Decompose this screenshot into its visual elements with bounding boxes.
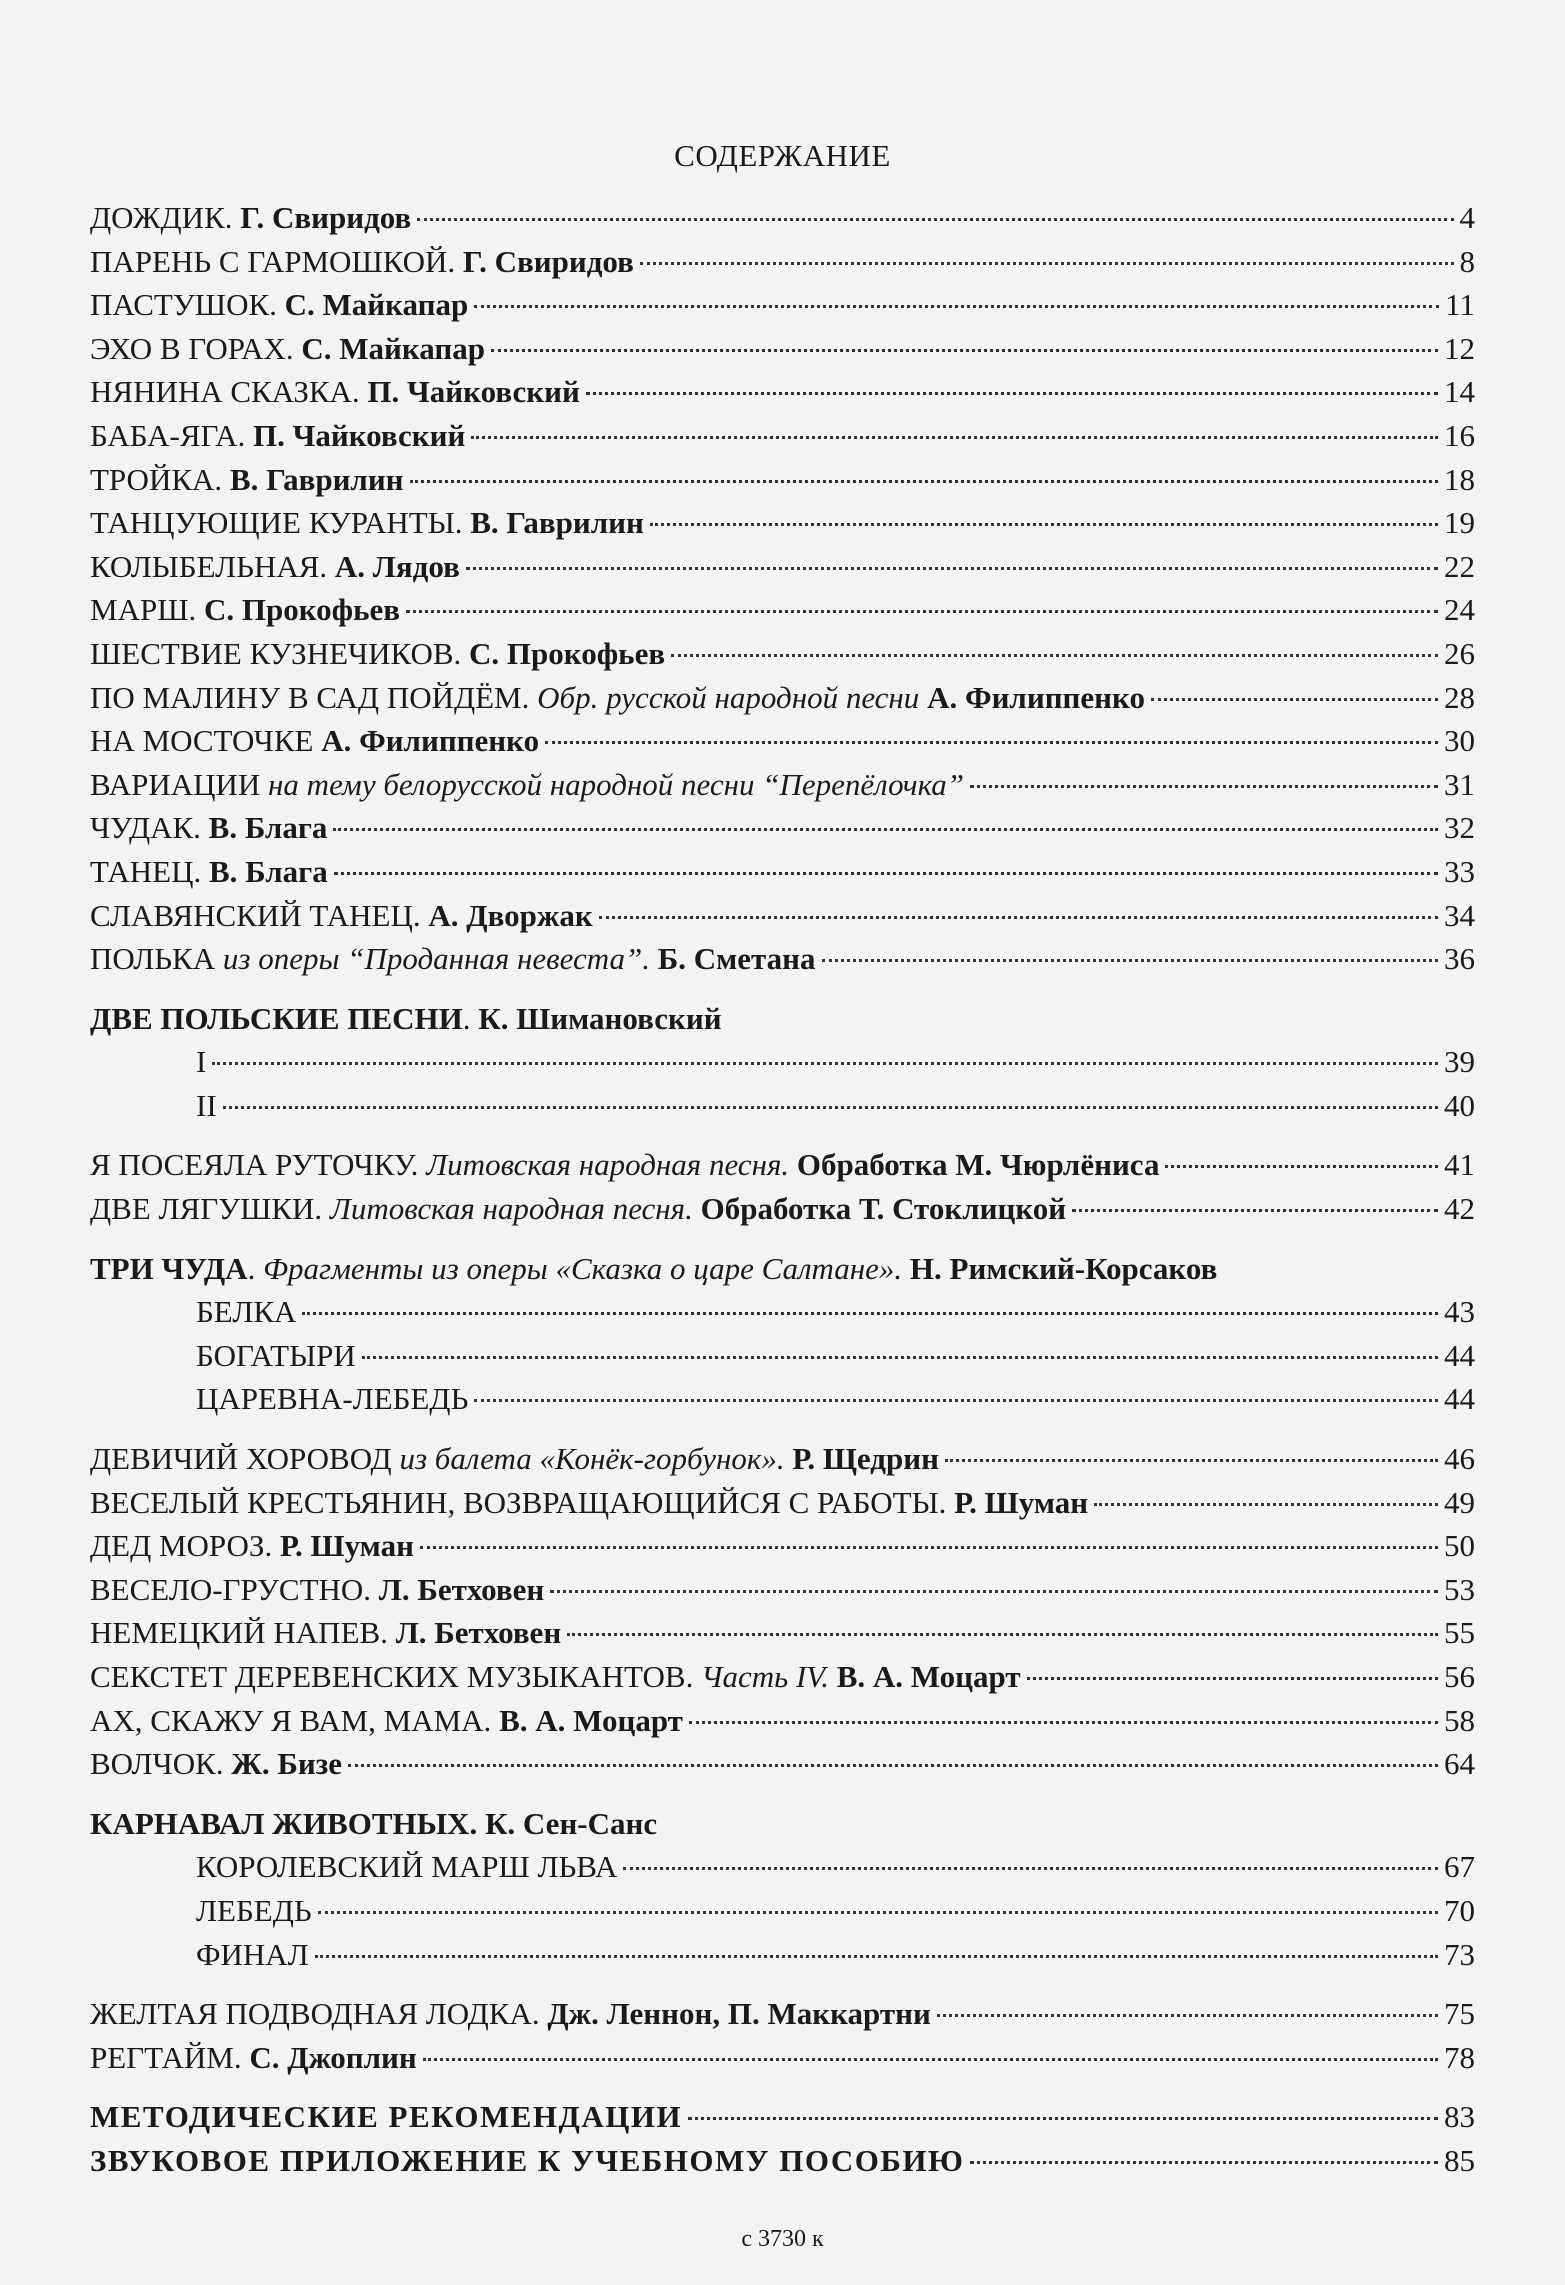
toc-entry-title xyxy=(90,763,964,807)
toc-page-number: 18 xyxy=(1444,461,1475,497)
toc-entry-title xyxy=(90,2095,682,2139)
dot-leader xyxy=(945,1459,1438,1462)
toc-entry xyxy=(90,545,1475,589)
toc-title-part: ПАРЕНЬ С ГАРМОШКОЙ. xyxy=(90,243,463,279)
toc-title-part: НЕМЕЦКИЙ НАПЕВ. xyxy=(90,1615,396,1651)
toc-title-part: Дж. Леннон, П. Маккартни xyxy=(547,1996,931,2032)
toc-title-part: С. Джоплин xyxy=(249,2039,417,2075)
toc-title-part: из оперы “Проданная невеста”. xyxy=(222,941,658,977)
toc-page-number: 83 xyxy=(1444,2099,1475,2135)
dot-leader xyxy=(362,1356,1438,1359)
toc-entry-title xyxy=(90,1655,1021,1699)
toc-title-part: Л. Бетховен xyxy=(395,1615,562,1651)
print-code: с 3730 к xyxy=(741,2226,824,2252)
dot-leader xyxy=(466,567,1438,570)
dot-leader xyxy=(970,785,1438,788)
toc-entry xyxy=(90,1611,1475,1655)
dot-leader xyxy=(586,392,1438,395)
toc-page-number: 39 xyxy=(1444,1044,1475,1080)
toc-entry-title xyxy=(90,850,328,894)
dot-leader xyxy=(1151,698,1438,701)
toc-entry xyxy=(90,632,1475,676)
toc-section-heading xyxy=(90,1802,1475,1846)
toc-title-part: В. Блага xyxy=(209,853,328,889)
toc-entry-title xyxy=(90,1611,561,1655)
toc-page-number: 44 xyxy=(1444,1381,1475,1417)
toc-title-part: на тему белорусской народной песни “Перепёлочка” xyxy=(268,766,965,802)
toc-page-number: 70 xyxy=(1444,1892,1475,1928)
page-title: СОДЕРЖАНИЕ xyxy=(674,138,891,173)
dot-leader xyxy=(471,436,1438,439)
toc-title-part: ДВЕ ЛЯГУШКИ. xyxy=(90,1191,330,1227)
dot-leader xyxy=(567,1633,1438,1636)
toc-page-number: 46 xyxy=(1444,1441,1475,1477)
toc-entry-title xyxy=(90,1247,1217,1291)
dot-leader xyxy=(1094,1503,1438,1506)
dot-leader xyxy=(970,2161,1438,2164)
toc-title-part: В. Гаврилин xyxy=(229,461,404,497)
toc-page-number: 75 xyxy=(1444,1996,1475,2032)
toc-page-number: 31 xyxy=(1444,766,1475,802)
toc-title-part: ЗВУКОВОЕ ПРИЛОЖЕНИЕ К УЧЕБНОМУ ПОСОБИЮ xyxy=(90,2142,965,2178)
toc-title-part: Литовская народная песня. xyxy=(426,1147,797,1183)
toc-entry-title xyxy=(90,1524,414,1568)
toc-title-part: ДЕД МОРОЗ. xyxy=(90,1528,280,1564)
dot-leader xyxy=(1027,1677,1438,1680)
toc-entry xyxy=(90,894,1475,938)
toc-title-part: С. Майкапар xyxy=(301,330,485,366)
toc-title-part: ЛЕБЕДЬ xyxy=(196,1892,312,1928)
toc-title-part: Н. Римский-Корсаков xyxy=(909,1250,1218,1286)
toc-page-number: 40 xyxy=(1444,1087,1475,1123)
toc-title-part: С. Прокофьев xyxy=(469,635,666,671)
dot-leader xyxy=(318,1911,1438,1914)
toc-title-part: БАБА-ЯГА. xyxy=(90,417,253,453)
toc-page-number: 64 xyxy=(1444,1746,1475,1782)
toc-page-number: 11 xyxy=(1445,287,1475,323)
toc-title-part: МЕТОДИЧЕСКИЕ РЕКОМЕНДАЦИИ xyxy=(90,2099,683,2135)
toc-entry xyxy=(90,1290,1475,1334)
dot-leader xyxy=(417,218,1453,221)
toc-section-heading xyxy=(90,1247,1475,1291)
toc-entry-title xyxy=(90,2036,417,2080)
dot-leader xyxy=(650,523,1438,526)
dot-leader xyxy=(937,2014,1438,2017)
toc-entry-title xyxy=(90,632,665,676)
toc-entry-title xyxy=(90,370,580,414)
toc-page-number: 55 xyxy=(1444,1615,1475,1651)
toc-entry-title xyxy=(90,1699,683,1743)
toc-title-part: А. Дворжак xyxy=(428,897,593,933)
toc-title-part: Б. Сметана xyxy=(657,941,816,977)
toc-entry-title xyxy=(196,1933,309,1977)
toc-entry-title xyxy=(90,414,465,458)
toc-entry xyxy=(90,850,1475,894)
toc-page-number: 67 xyxy=(1444,1849,1475,1885)
toc-title-part: Фрагменты из оперы «Сказка о царе Салтане». xyxy=(263,1250,910,1286)
toc-title-part: ФИНАЛ xyxy=(196,1936,309,1972)
toc-entry-title xyxy=(90,1802,657,1846)
toc-page-number: 24 xyxy=(1444,592,1475,628)
dot-leader xyxy=(420,1546,1438,1549)
toc-entry xyxy=(90,327,1475,371)
toc-title-part: П. Чайковский xyxy=(367,374,580,410)
toc-entry xyxy=(90,806,1475,850)
dot-leader xyxy=(822,959,1439,962)
toc-title-part: В. А. Моцарт xyxy=(499,1702,683,1738)
toc-entry-title xyxy=(90,240,634,284)
toc-page-number: 41 xyxy=(1444,1147,1475,1183)
toc-title-part: А. Филиппенко xyxy=(927,679,1145,715)
toc-title-part: В. А. Моцарт xyxy=(836,1659,1021,1694)
toc-entry xyxy=(90,196,1475,240)
toc-entry xyxy=(90,1655,1475,1699)
toc-title-part: . xyxy=(462,1000,479,1036)
toc-title-part: ЦАРЕВНА-ЛЕБЕДЬ xyxy=(196,1381,469,1417)
toc-title-part: ПО МАЛИНУ В САД ПОЙДЁМ. xyxy=(90,679,538,715)
toc-title-part: Г. Свиридов xyxy=(240,200,412,235)
toc-title-part: В. Блага xyxy=(208,810,328,846)
toc-entry xyxy=(90,937,1475,981)
toc-title-part: Обр. русской народной песни xyxy=(537,679,928,715)
toc-title-part: КОРОЛЕВСКИЙ МАРШ ЛЬВА xyxy=(196,1849,618,1885)
toc-page-number: 58 xyxy=(1444,1702,1475,1738)
toc-title-part: ПОЛЬКА xyxy=(90,941,223,977)
toc-title-part: НЯНИНА СКАЗКА. xyxy=(90,374,368,410)
toc-page-number: 78 xyxy=(1444,2039,1475,2075)
toc-page-number: 53 xyxy=(1444,1571,1475,1607)
toc-entry-title xyxy=(196,1040,206,1084)
toc-entry-title xyxy=(90,719,539,763)
toc-title-part: Р. Шуман xyxy=(279,1528,414,1564)
toc-page-number: 26 xyxy=(1444,635,1475,671)
toc-entry-title xyxy=(90,676,1145,720)
toc-entry-title xyxy=(90,588,400,632)
toc-entry-title xyxy=(90,894,593,938)
toc-entry xyxy=(90,1992,1475,2036)
toc-page-number: 44 xyxy=(1444,1337,1475,1373)
toc-entry xyxy=(90,458,1475,502)
toc-title-part: ВАРИАЦИИ xyxy=(90,766,269,802)
toc-page-number: 36 xyxy=(1444,941,1475,977)
toc-title-part: ВОЛЧОК. xyxy=(90,1746,232,1782)
toc-title-part: СЕКСТЕТ ДЕРЕВЕНСКИХ МУЗЫКАНТОВ. xyxy=(90,1659,702,1694)
toc-page-number: 4 xyxy=(1459,200,1475,235)
toc-entry-title xyxy=(90,196,411,240)
toc-page-number: 43 xyxy=(1444,1294,1475,1330)
toc-entry xyxy=(90,1889,1475,1933)
toc-entry xyxy=(90,240,1475,284)
toc-title-part: ЧУДАК. xyxy=(90,810,209,846)
toc-entry-title xyxy=(196,1889,312,1933)
toc-title-part: Р. Щедрин xyxy=(792,1441,939,1477)
toc-entry xyxy=(90,1742,1475,1786)
toc-title-part: С. Майкапар xyxy=(284,287,469,323)
toc-entry xyxy=(90,2095,1475,2139)
toc-title-part: В. Гаврилин xyxy=(470,505,644,541)
toc-page-number: 42 xyxy=(1444,1191,1475,1227)
toc-entry-title xyxy=(90,327,485,371)
toc-entry-title xyxy=(196,1377,468,1421)
toc-title-part: из балета «Конёк-горбунок». xyxy=(399,1441,793,1477)
dot-leader xyxy=(423,2058,1438,2061)
toc-title-part: К. Сен-Санс xyxy=(484,1805,658,1841)
toc-entry xyxy=(90,1187,1475,1231)
toc-entry xyxy=(90,1143,1475,1187)
toc-entry xyxy=(90,1377,1475,1421)
toc-entry-title xyxy=(90,1481,1088,1525)
toc-page-number: 8 xyxy=(1459,243,1475,279)
toc-title-part: Г. Свиридов xyxy=(462,243,634,279)
toc-entry xyxy=(90,1845,1475,1889)
toc-title-part: ВЕСЕЛЫЙ КРЕСТЬЯНИН, ВОЗВРАЩАЮЩИЙСЯ С РАБОТЫ. xyxy=(90,1484,955,1520)
toc-entry xyxy=(90,1334,1475,1378)
toc-page-number: 33 xyxy=(1444,853,1475,889)
dot-leader xyxy=(1165,1165,1438,1168)
toc-entry-title xyxy=(90,1187,1066,1231)
toc-entry xyxy=(90,1040,1475,1084)
toc-page-number: 28 xyxy=(1444,679,1475,715)
dot-leader xyxy=(550,1590,1438,1593)
dot-leader xyxy=(491,349,1438,352)
toc-title-part: Часть IV. xyxy=(701,1659,837,1694)
toc-entry-title xyxy=(196,1845,617,1889)
toc-entry xyxy=(90,719,1475,763)
toc-title-part: Обработка Т. Стоклицкой xyxy=(700,1191,1067,1227)
toc-title-part: БОГАТЫРИ xyxy=(196,1337,356,1373)
toc-title-part: II xyxy=(196,1087,217,1123)
toc-entry xyxy=(90,1084,1475,1128)
dot-leader xyxy=(315,1955,1438,1958)
toc-title-part: А. Филиппенко xyxy=(321,723,540,759)
dot-leader xyxy=(688,2117,1438,2120)
toc-entry-title xyxy=(90,1992,931,2036)
toc-entry-title xyxy=(90,937,816,981)
toc-title-part: АХ, СКАЖУ Я ВАМ, МАМА. xyxy=(90,1702,500,1738)
toc-page-number: 50 xyxy=(1444,1528,1475,1564)
dot-leader xyxy=(348,1764,1438,1767)
toc-entry xyxy=(90,1437,1475,1481)
dot-leader xyxy=(1072,1209,1438,1212)
toc-entry-title xyxy=(196,1084,217,1128)
toc-entry-title xyxy=(90,1742,342,1786)
toc-entry-title xyxy=(90,1143,1159,1187)
toc-entry xyxy=(90,763,1475,807)
toc-title-part: К. Шимановский xyxy=(478,1000,722,1036)
toc-title-part: НА МОСТОЧКЕ xyxy=(90,723,322,759)
dot-leader xyxy=(623,1867,1438,1870)
toc-title-part: Р. Шуман xyxy=(954,1484,1089,1520)
toc-page-number: 49 xyxy=(1444,1484,1475,1520)
toc-title-part: Ж. Бизе xyxy=(231,1746,342,1782)
dot-leader xyxy=(474,305,1439,308)
toc-page-number: 12 xyxy=(1444,330,1475,366)
dot-leader xyxy=(406,610,1438,613)
toc-entry-title xyxy=(90,458,404,502)
toc-page-number: 19 xyxy=(1444,505,1475,541)
toc-entry xyxy=(90,283,1475,327)
toc-title-part: ДЕВИЧИЙ ХОРОВОД xyxy=(90,1441,400,1477)
toc-entry-title xyxy=(196,1334,356,1378)
toc-entry xyxy=(90,2036,1475,2080)
toc-entry-title xyxy=(90,2139,964,2183)
toc-entry xyxy=(90,414,1475,458)
toc-entry-title xyxy=(90,997,722,1041)
dot-leader xyxy=(474,1399,1438,1402)
toc-title-part: I xyxy=(196,1044,207,1080)
toc-entry xyxy=(90,501,1475,545)
toc-page-number: 30 xyxy=(1444,723,1475,759)
toc-title-part: РЕГТАЙМ. xyxy=(90,2039,250,2075)
toc-entry-title xyxy=(90,545,460,589)
toc-title-part: ТАНЦУЮЩИЕ КУРАНТЫ. xyxy=(90,505,471,541)
toc-entry xyxy=(90,1481,1475,1525)
toc-entry-title xyxy=(90,1437,939,1481)
dot-leader xyxy=(545,741,1438,744)
toc-page-number: 56 xyxy=(1444,1659,1475,1694)
toc-title-part: ДВЕ ПОЛЬСКИЕ ПЕСНИ xyxy=(90,1000,463,1036)
toc-title-part: . xyxy=(469,1805,485,1841)
toc-entry-title xyxy=(90,1568,544,1612)
dot-leader xyxy=(212,1062,1438,1065)
toc-entry-title xyxy=(90,283,468,327)
toc-page-number: 22 xyxy=(1444,548,1475,584)
toc-title-part: ПАСТУШОК. xyxy=(90,287,285,323)
toc-entry xyxy=(90,676,1475,720)
toc-title-part: СЛАВЯНСКИЙ ТАНЕЦ. xyxy=(90,897,429,933)
dot-leader xyxy=(334,872,1438,875)
toc-entry xyxy=(90,2139,1475,2183)
toc-section-heading xyxy=(90,997,1475,1041)
toc-title-part: ТАНЕЦ. xyxy=(90,853,209,889)
toc-entry-title xyxy=(196,1290,296,1334)
dot-leader xyxy=(333,828,1438,831)
toc-title-part: . xyxy=(247,1250,264,1286)
dot-leader xyxy=(689,1721,1438,1724)
toc-page-number: 32 xyxy=(1444,810,1475,846)
toc-title-part: Литовская народная песня. xyxy=(329,1191,701,1227)
toc-title-part: П. Чайковский xyxy=(253,417,466,453)
toc-title-part: Обработка М. Чюрлёниса xyxy=(796,1147,1160,1183)
dot-leader xyxy=(410,480,1438,483)
dot-leader xyxy=(671,654,1438,657)
toc-title-part: КОЛЫБЕЛЬНАЯ. xyxy=(90,548,335,584)
toc-title-part: ВЕСЕЛО-ГРУСТНО. xyxy=(90,1571,379,1607)
toc-title-part: ТРОЙКА. xyxy=(90,461,230,497)
toc-page-number: 14 xyxy=(1444,374,1475,410)
dot-leader xyxy=(223,1106,1438,1109)
toc-page-number: 16 xyxy=(1444,417,1475,453)
toc-title-part: С. Прокофьев xyxy=(203,592,401,628)
toc-title-part: А. Лядов xyxy=(334,548,460,584)
toc-title-part: ШЕСТВИЕ КУЗНЕЧИКОВ. xyxy=(90,635,470,671)
toc-entry xyxy=(90,1933,1475,1977)
toc-title-part: БЕЛКА xyxy=(196,1294,297,1330)
toc-title-part: ДОЖДИК. xyxy=(90,200,241,235)
toc-entry-title xyxy=(90,806,327,850)
toc-title-part: ЖЕЛТАЯ ПОДВОДНАЯ ЛОДКА. xyxy=(90,1996,548,2032)
toc-title-part: КАРНАВАЛ ЖИВОТНЫХ xyxy=(90,1805,470,1841)
dot-leader xyxy=(640,262,1454,265)
dot-leader xyxy=(599,916,1438,919)
toc-entry xyxy=(90,370,1475,414)
toc-page-number: 34 xyxy=(1444,897,1475,933)
toc-entry xyxy=(90,1524,1475,1568)
toc-entry xyxy=(90,1568,1475,1612)
toc-title-part: Л. Бетховен xyxy=(378,1571,545,1607)
toc-title-part: ЭХО В ГОРАХ. xyxy=(90,330,302,366)
table-of-contents xyxy=(90,196,1475,2183)
toc-entry xyxy=(90,1699,1475,1743)
toc-page-number: 85 xyxy=(1444,2142,1475,2178)
toc-page-number: 73 xyxy=(1444,1936,1475,1972)
toc-entry-title xyxy=(90,501,644,545)
toc-entry xyxy=(90,588,1475,632)
toc-title-part: ТРИ ЧУДА xyxy=(90,1250,248,1286)
toc-title-part: МАРШ. xyxy=(90,592,204,628)
toc-title-part: Я ПОСЕЯЛА РУТОЧКУ. xyxy=(90,1147,427,1183)
dot-leader xyxy=(302,1312,1438,1315)
